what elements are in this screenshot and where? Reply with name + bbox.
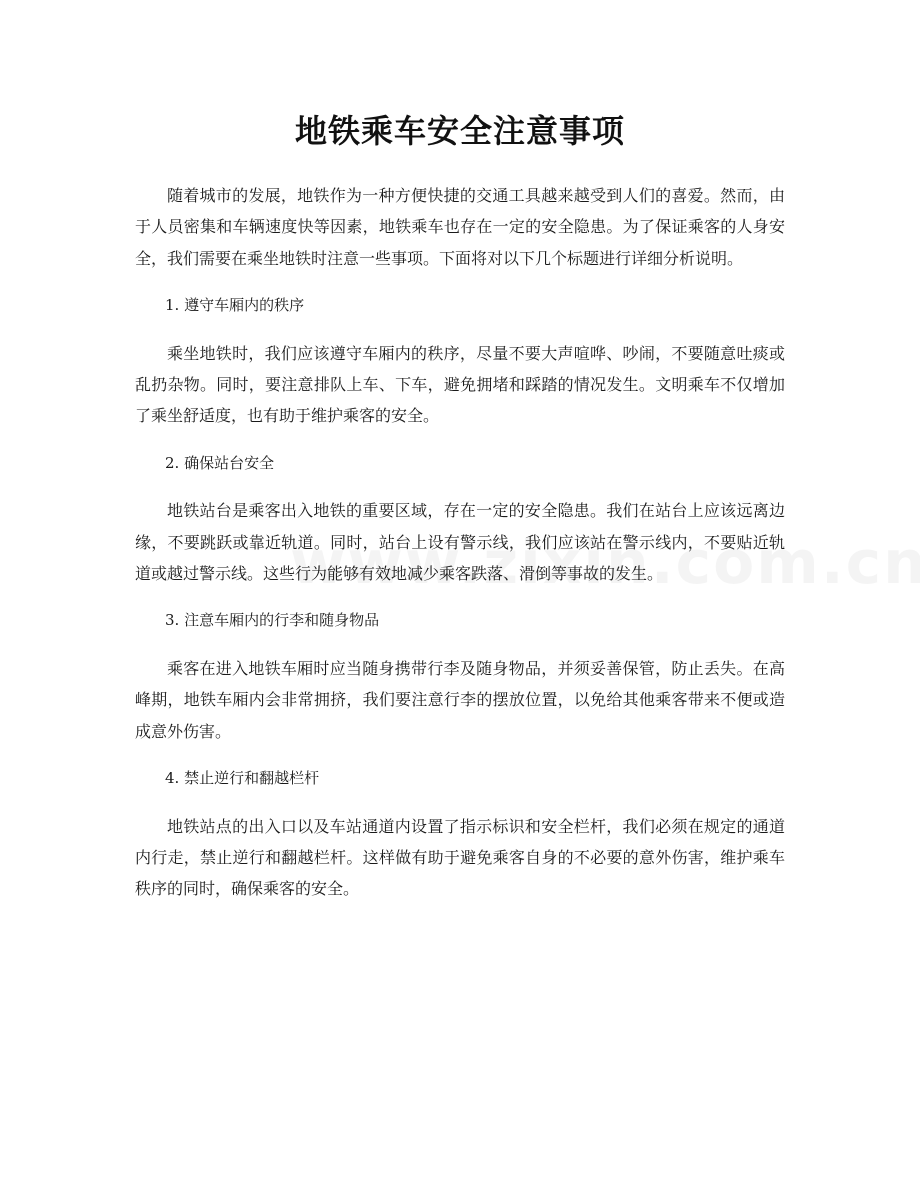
section-paragraph-1: 乘坐地铁时，我们应该遵守车厢内的秩序，尽量不要大声喧哗、吵闹，不要随意吐痰或乱扔杂物。同时，要注意排队上车、下车，避免拥堵和踩踏的情况发生。文明乘车不仅增加了乘坐舒适度，也有助于维护乘客的安全。 [135, 343, 785, 426]
section-paragraph-4: 地铁站点的出入口以及车站通道内设置了指示标识和安全栏杆，我们必须在规定的通道内行走，禁止逆行和翻越栏杆。这样做有助于避免乘客自身的不必要的意外伤害，维护乘车秩序的同时，确保乘客的安全。 [135, 816, 785, 899]
page-title: 地铁乘车安全注意事项 [294, 112, 625, 150]
section-heading-4: 4. 禁止逆行和翻越栏杆 [165, 769, 320, 788]
section-heading-1: 1. 遵守车厢内的秩序 [165, 296, 305, 315]
section-heading-3: 3. 注意车厢内的行李和随身物品 [165, 611, 380, 630]
intro-paragraph: 随着城市的发展，地铁作为一种方便快捷的交通工具越来越受到人们的喜爱。然而，由于人员密集和车辆速度快等因素，地铁乘车也存在一定的安全隐患。为了保证乘客的人身安全，我们需要在乘坐地铁时注意一些事项。下面将对以下几个标题进行详细分析说明。 [135, 186, 785, 268]
section-paragraph-3: 乘客在进入地铁车厢时应当随身携带行李及随身物品，并须妥善保管，防止丢失。在高峰期，地铁车厢内会非常拥挤，我们要注意行李的摆放位置，以免给其他乘客带来不便或造成意外伤害。 [135, 658, 785, 741]
section-paragraph-2: 地铁站台是乘客出入地铁的重要区域，存在一定的安全隐患。我们在站台上应该远离边缘，不要跳跃或靠近轨道。同时，站台上设有警示线，我们应该站在警示线内，不要贴近轨道或越过警示线。这些行为能够有效地减少乘客跌落、滑倒等事故的发生。 [135, 501, 785, 584]
document-body [135, 180, 785, 921]
section-heading-2: 2. 确保站台安全 [165, 453, 275, 472]
